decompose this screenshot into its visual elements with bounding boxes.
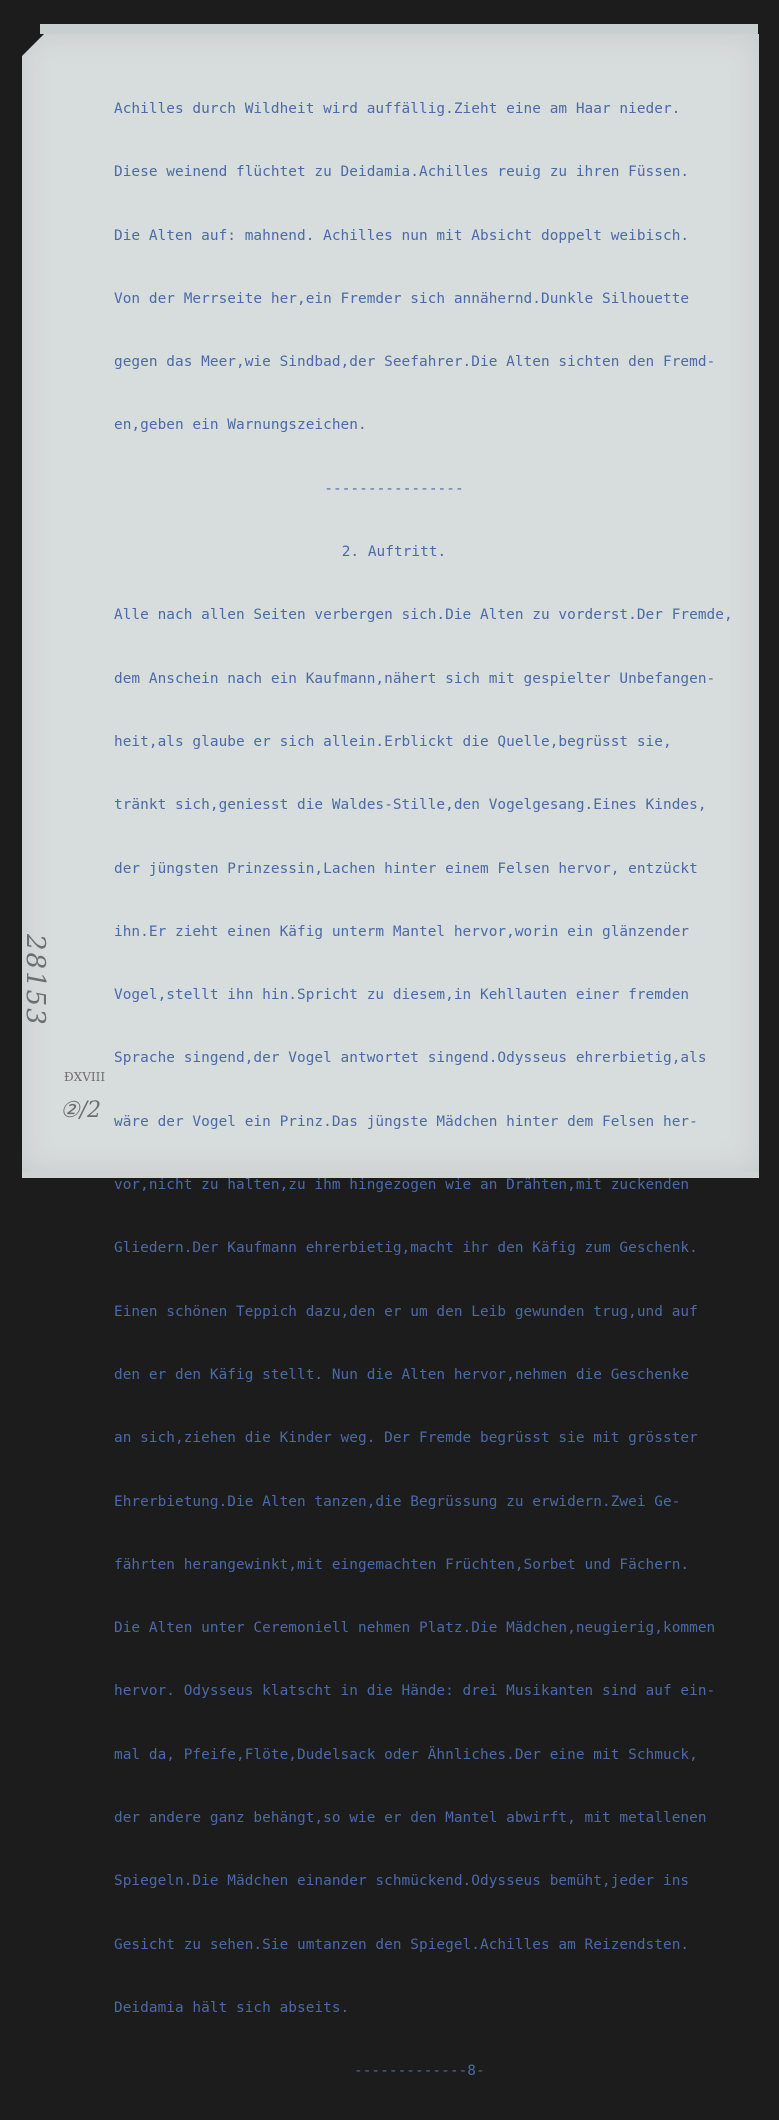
section-divider: ---------------- <box>324 480 464 497</box>
text-line: Gesicht zu sehen.Sie umtanzen den Spiegel.Achilles am Reizendsten. <box>114 1936 690 1953</box>
text-line: Vogel,stellt ihn hin.Spricht zu diesem,in Kehllauten einer fremden <box>114 987 690 1004</box>
text-line: fährten herangewinkt,mit eingemachten Früchten,Sorbet und Fächern. <box>114 1556 690 1573</box>
page-number-marker: -------------8- <box>354 2063 485 2080</box>
text-line: hervor. Odysseus klatscht in die Hände: drei Musikanten sind auf ein- <box>114 1683 716 1700</box>
text-line: vor,nicht zu halten,zu ihm hingezogen wie an Drähten,mit zuckenden <box>114 1177 690 1194</box>
typescript-body <box>114 62 774 2120</box>
text-line: Diese weinend flüchtet zu Deidamia.Achilles reuig zu ihren Füssen. <box>114 164 690 181</box>
text-line: wäre der Vogel ein Prinz.Das jüngste Mädchen hinter dem Felsen her- <box>114 1113 698 1130</box>
text-line: gegen das Meer,wie Sindbad,der Seefahrer.Die Alten sichten den Fremd- <box>114 354 716 371</box>
text-line: Alle nach allen Seiten verbergen sich.Die Alten zu vorderst.Der Fremde, <box>114 607 733 624</box>
text-line: Sprache singend,der Vogel antwortet singend.Odysseus ehrerbietig,als <box>114 1050 707 1067</box>
folio-circled-number: ②/2 <box>60 1098 102 1123</box>
text-line: der jüngsten Prinzessin,Lachen hinter einem Felsen hervor, entzückt <box>114 860 698 877</box>
text-line: en,geben ein Warnungszeichen. <box>114 417 367 434</box>
folio-annotation: ÐXVIII <box>64 1070 106 1084</box>
text-line: Die Alten auf: mahnend. Achilles nun mit Absicht doppelt weibisch. <box>114 227 690 244</box>
text-line: der andere ganz behängt,so wie er den Mantel abwirft, mit metallenen <box>114 1810 707 1827</box>
text-line: heit,als glaube er sich allein.Erblickt die Quelle,begrüsst sie, <box>114 733 672 750</box>
text-line: Spiegeln.Die Mädchen einander schmückend.Odysseus bemüht,jeder ins <box>114 1873 690 1890</box>
text-line: Gliedern.Der Kaufmann ehrerbietig,macht ihr den Käfig zum Geschenk. <box>114 1240 698 1257</box>
text-line: Einen schönen Teppich dazu,den er um den Leib gewunden trug,und auf <box>114 1303 698 1320</box>
text-line: tränkt sich,geniesst die Waldes-Stille,den Vogelgesang.Eines Kindes, <box>114 797 707 814</box>
text-line: ihn.Er zieht einen Käfig unterm Mantel hervor,worin ein glänzender <box>114 923 690 940</box>
text-line: Die Alten unter Ceremoniell nehmen Platz.Die Mädchen,neugierig,kommen <box>114 1620 716 1637</box>
typescript-page <box>20 34 759 2080</box>
text-line: Deidamia hält sich abseits. <box>114 1999 350 2016</box>
text-line: Achilles durch Wildheit wird auffällig.Zieht eine am Haar nieder. <box>114 101 681 117</box>
text-line: Von der Merrseite her,ein Fremder sich annähernd.Dunkle Silhouette <box>114 290 690 307</box>
text-line: dem Anschein nach ein Kaufmann,nähert sich mit gespielter Unbefangen- <box>114 670 716 687</box>
text-line: den er den Käfig stellt. Nun die Alten hervor,nehmen die Geschenke <box>114 1366 690 1383</box>
text-line: mal da, Pfeife,Flöte,Dudelsack oder Ähnliches.Der eine mit Schmuck, <box>114 1746 698 1763</box>
folded-corner <box>22 34 44 56</box>
scene-heading: 2. Auftritt. <box>341 544 447 561</box>
archive-number: 28153 <box>20 934 50 1027</box>
text-line: Ehrerbietung.Die Alten tanzen,die Begrüssung zu erwidern.Zwei Ge- <box>114 1493 681 1510</box>
text-line: an sich,ziehen die Kinder weg. Der Fremde begrüsst sie mit grösster <box>114 1430 698 1447</box>
